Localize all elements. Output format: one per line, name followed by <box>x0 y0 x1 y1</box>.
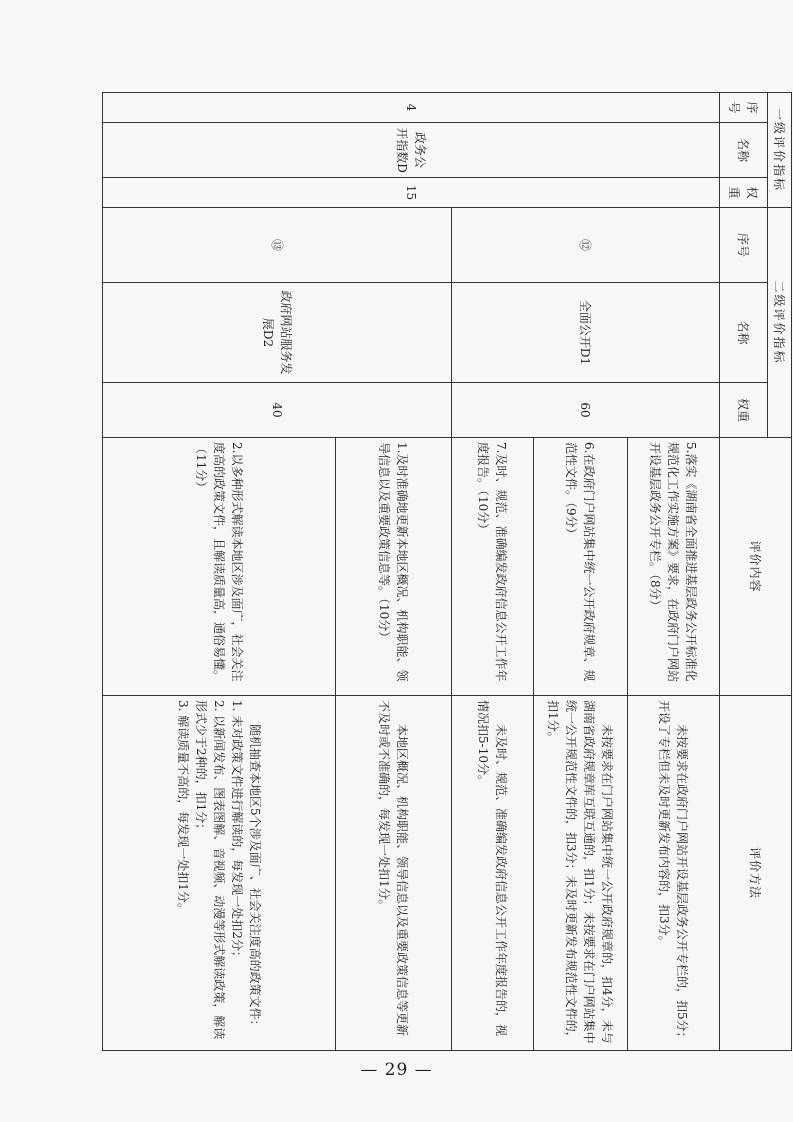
method-line: 2. 以新闻发布、图表图解、音视频、动漫等形式解读政策，解读形式少于2种的，扣1分； <box>194 700 226 1040</box>
header-l1-name: 名称 <box>720 123 768 178</box>
header-l2-name: 名称 <box>720 283 768 383</box>
l1-seq: 4 <box>103 93 720 123</box>
content-cell: 5.落实《湖南省全面推进基层政务公开标准化规范化工作实施方案》要求，在政府门户网站开设基层政务公开专栏。（8分） <box>628 438 720 696</box>
method-line: 1. 未对政策文件进行解读的，每发现一处扣2分； <box>230 700 244 963</box>
l2-seq: ⑫ <box>452 208 720 283</box>
header-level2: 二级评价指标 <box>768 208 792 438</box>
l2-weight: 60 <box>452 383 720 438</box>
method-cell <box>452 696 534 1051</box>
method-cell <box>628 696 720 1051</box>
method-cell <box>534 696 628 1051</box>
method-line: 未按要求在门户网站集中统一公开政府规章的，扣4分，未与湖南省政府规章库互联互通的，扣1分；未按要求在门户网站集中统一公开规范性文件的，扣3分；未及时更新发布规范性文件的，扣1分。 <box>546 700 615 1044</box>
content-cell: 6.在政府门户网站集中统一公开政府规章、规范性文件。（9分） <box>534 438 628 696</box>
method-line: 未及时、规范、准确编发政府信息公开工作年度报告的，视情况扣5-10分。 <box>476 700 509 1037</box>
header-level1: 一级评价指标 <box>768 93 792 208</box>
method-cell <box>103 696 336 1051</box>
method-line: 3. 解读质量不高的，每发现一处扣1分。 <box>176 700 190 915</box>
content-cell: 1.及时准确地更新本地区概况、机构职能、领导信息以及重要政策信息等。（10分） <box>336 438 452 696</box>
table-row <box>336 93 452 1051</box>
evaluation-table <box>102 92 792 1051</box>
content-cell: 7.及时、规范、准确编发政府信息公开工作年度报告。（10分） <box>452 438 534 696</box>
l2-name: 全面公开D1 <box>452 283 720 383</box>
method-line: 随机抽查本地区5个涉及面广、社会关注度高的政策文件： <box>248 724 262 1032</box>
l2-name: 政府网站服务发展D2 <box>103 283 452 383</box>
method-cell <box>336 696 452 1051</box>
header-method: 评价方法 <box>720 696 792 1051</box>
method-line: 本地区概况、机构职能、领导信息以及重要政策信息等更新不及时或不准确的，每发现一处扣1分。 <box>377 700 410 1037</box>
method-line: 未按要求在政府门户网站开设基层政务公开专栏的，扣5分；开设了专栏但未及时更新发布内容的，扣3分。 <box>657 700 690 1044</box>
l2-seq: ⑬ <box>103 208 452 283</box>
header-content: 评价内容 <box>720 438 792 696</box>
header-l1-weight: 权重 <box>720 178 768 208</box>
header-l2-weight: 权重 <box>720 383 768 438</box>
table-row <box>628 93 720 1051</box>
header-l2-seq: 序号 <box>720 208 768 283</box>
header-row-1 <box>768 93 792 1051</box>
page-number: — 29 — <box>360 1060 433 1080</box>
l1-name: 政务公开指数D <box>103 123 720 178</box>
l2-weight: 40 <box>103 383 452 438</box>
rotated-table-page <box>102 92 792 1050</box>
content-cell: 2.以多种形式解读本地区涉及面广，社会关注度高的政策文件，且解读质量高，通俗易懂。（11分） <box>103 438 336 696</box>
l1-weight: 15 <box>103 178 720 208</box>
header-l1-seq: 序号 <box>720 93 768 123</box>
